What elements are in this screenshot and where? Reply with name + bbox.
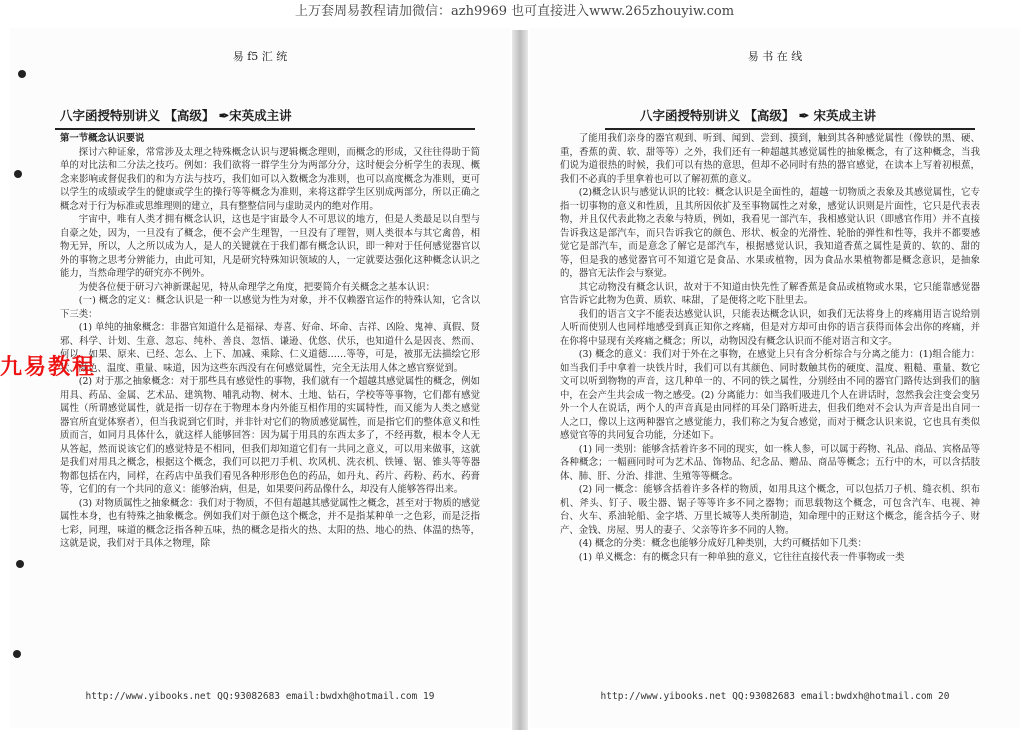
right-paragraph: (1) 同一类别：能够含括着许多不同的现实，如一株人参，可以属于药物、礼品、商品、宾格品等各种概念；一幅画同时可为艺术品、饰物品、纪念品、赠品、商品等概念；五行中的木，可以含括肢体、肺、肝、分治、排泄、生殖等等概念。	[560, 443, 980, 482]
left-title: 八字函授特别讲义 【高级】 ✒宋英成主讲	[60, 108, 292, 123]
left-paragraph: 第一节概念认识要说	[60, 133, 145, 144]
right-paragraph: (2)概念认识与感觉认识的比较：概念认识是全面性的，超越一切物质之表象及其感觉属性，它专指一切事物的意义和性质，且其所因依扩及至事物属性之对象，感觉认识则是片面性，它只是代表表物，并且仅代表此物之表象与特质，例如，我看见一部汽车，我相感觉认识（即感官作用）并不直接告诉我这是部汽车，而只告诉我它的颜色、形状、板金的光滑性、轮胎的弹性和性等，我并不都要感觉它是部汽车，而是意念了解它是部汽车，根据感觉认识，我知道香蕉之属性是黄的、软的、甜的等，但是我的感觉器官可不知道它是食品、水果或植物，因为食品水果植物都是概念意识，是抽象的，器官无法作会与察觉。	[560, 187, 980, 279]
binding-hole-icon	[13, 650, 21, 658]
right-footer: http://www.yibooks.net QQ:93082683 email:bwdxh@hotmail.com 20	[600, 691, 950, 702]
right-page	[530, 28, 1020, 728]
top-banner: 上万套周易教程请加微信：azh9969 也可直接进入www.265zhouyiw.com	[294, 4, 735, 19]
right-paragraph: (3) 概念的意义：我们对于外在之事物，在感觉上只有含分析综合与分离之能力：(1)组合能力：如当我们手中拿着一块铁片时，我们可以有其颜色、同时数触其伤的硬度、温度、粗糙、重量、数它文可以听到物物的声音，这几种单一的、不同的铁之属性，分别经由不同的器官门路传达到我们的脑中，在会产生共会成一物之感受。(2) 分离能力：如当我们吸进几个人在讲话时，忽然我会注变会变另外一个人在说话，两个人的声音真是由同样的耳朵门路听进去，但我们绝对不会认为声音是出自同一人之口，像以上这两种器官之感觉能力，我们称之为复合感觉，而对于概念认识来说，它也具有类似感觉官等的共同复合功能，分述如下。	[560, 349, 980, 441]
right-paragraph: 我们的语言文字不能表达感觉认识，只能表达概念认识，如我们无法将身上的疼痛用语言说给别人听而使别人也同样地感受到真正知你之疼痛，但是对方却可由你的语言获得而体会出你的疼痛，并在你将中显现有关疼痛之概念；所以，动物因没有概念认识而不能对语言和文字。	[560, 308, 980, 347]
binding-hole-icon	[16, 560, 24, 568]
left-paragraph: 宇宙中，唯有人类才拥有概念认识，这也是宇宙最令人不可思议的地方，但是人类最足以自型与自豪之处，因为，一旦没有了概念，便不会产生理智，一旦没有了理智，则人类很本与其它禽兽，相物无异，所以，人之所以成为人，是人的关键就在于我们都有概念认识，即一种对于任何感觉器官以外的事物之思考分辨能力，由此可知，凡是研究特殊知识领域的人，一定就要达强化这种概念认识之能力，当然命理学的研究亦不例外。	[60, 214, 480, 279]
red-watermark-logo: 九易教程	[0, 355, 97, 380]
page-gutter	[512, 30, 528, 730]
right-paragraph: (2) 同一概念：能够含括着许多各样的物质，如用具这个概念，可以包括刀子机、缝衣机、织布机、斧头、钉子、吸尘器、锯子等等许多不同之器物；而思载物这个概念，可包含汽车、电视、神台、火车、系油轮船、金字塔、万里长城等人类所制造，知命理中的正财这个概念，能含括今子、财产、金钱、房屋、男人的妻子、父亲等许多不同的人物。	[560, 484, 980, 536]
right-title-rule	[605, 128, 975, 130]
right-paragraph: (4) 概念的分类：概念也能够分成好几种类别，大约可概括如下几类：	[578, 538, 867, 549]
left-running-head: 易 f5 汇 统	[232, 50, 288, 63]
binding-hole-icon	[14, 170, 22, 178]
left-footer: http://www.yibooks.net QQ:93082683 email:bwdxh@hotmail.com 19	[85, 691, 435, 702]
left-paragraph: (一) 概念的定义：概念认识是一种一以感觉为性为对象，并不仅赖器官运作的特殊认知，它含以下三类：	[60, 295, 480, 320]
left-paragraph: 探讨六种证象，常常涉及太理之特殊概念认识与逻辑概念理则，而概念的形成，又往往得助于简单的对比法和二分法之技巧。例如：我们欲将一群学生分为两部分分，这时便会分析学生的表现、概念来影响或督促我们的和为方法与技巧，我们如可以入数概念为准则，也可以高度概念为准则，更可以学生的成绩或学生的健康或学生的操行等等概念为准则，来将这群学生区别成两部分，所以正确之概念对于行为标准或思维理则的建立，具有整整信同与虚助灵内的绝对作用。	[60, 146, 480, 212]
right-body-text	[560, 132, 980, 564]
left-title-rule	[55, 128, 475, 130]
right-title: 八字函授特别讲义 【高级】 ✒ 宋英成主讲	[640, 108, 877, 123]
left-paragraph: (3) 对物质属性之抽象概念：我们对于物质，不但有超越其感觉属性之概念，甚至对于物质的感觉属性本身，也有特殊之抽象概念。例如我们对于颜色这个概念，并不是指某种单一之色彩，而是泛指七彩，同理，味道的概念泛指各种五味，热的概念是指火的热、太阳的热、地心的热、体温的热等，这就是说，我们对于具体之物理，除	[60, 497, 480, 549]
binding-hole-icon	[18, 70, 26, 78]
left-body-text	[60, 132, 480, 551]
right-paragraph: 了能用我们亲身的器官观到、听到、闻到、尝到、摸到，触到其各种感觉属性（像铁的黑、硬、重，香蕉的黄、软、甜等等）之外，我们还有一种超越其感觉属性的抽象概念，有了这种概念，当我们说为道很热的时候，我们可以有热的意思，但却不必同时有热的器官感觉，在读本上写着初根蕉，我们不必真的手里拿着也可以了解初蕉的意义。	[560, 133, 980, 185]
left-paragraph: (1) 单纯的抽象概念：非器官知道什么是福禄、寿喜、好命、坏命、吉祥、凶险、鬼神、真假、贤邪、科学、计划、生意、忽忘、纯朴、善良、忽悟、谦逊、优悠、伏乐，也知道什么是因丧、然而、何以、如果、原来、已经、怎么、上下、加减、乘除、仁义道德……等等，可是，被那无法描绘它形状、颜色、温度、重量、味道，因为这些东西没有在何感觉属性，完全无法用人体之感官察觉到。	[60, 322, 480, 374]
left-paragraph: (2) 对于那之抽象概念：对于那些具有感觉性的事物，我们就有一个超越其感觉属性的概念，例如用具、药品、金属、艺术品、建筑物、哺乳动物、树木、土地、钻石，学校等等事物，它们都有感觉属性（所谓感觉属性，就是指一切存在于物理本身内外能互相作用的实属特性，而又能为人类之感觉器官所直觉体察者），但当我说到它们时，并非针对它们的物质感觉属性，而是指它们的整体意义和性质而言，如同月具体什么，就这样人能够回答：因为属于用具的东西太多了，不经再数，根本令人无从答起，然而说该它们的感觉特是不相同，但我们却知道它们有一共同之意义，可以用来做事，这就是我们对用具之概念，根据这个概念，我们可以把刀手机、坎风机、洗衣机、铁锤、锯、锥头等等器物都包括在内，同样，在药店中虽我们看见各种形形色色的药品，如丹丸、药片、药粉、药水、药膏等，它们的有一个共同的意义：能够治病，但是，如果要问药品像什么，却没有人能够答得出来。	[60, 376, 480, 495]
right-paragraph: 其它动物没有概念认识，故对于不知道由快先性了解香蕉是食品或植物或水果，它只能靠感觉器官告诉它此物为色黄、质软、味甜，了是便将之吃下肚里去。	[560, 281, 980, 306]
right-paragraph: (1) 单义概念：有的概念只有一种单独的意义，它往往直接代表一件事物或一类	[578, 551, 905, 563]
left-paragraph: 为使各位便于研习六神新课起见，特从命理学之角度，把要简介有关概念之基本认识：	[78, 281, 436, 293]
right-running-head: 易 书 在 线	[747, 50, 803, 63]
